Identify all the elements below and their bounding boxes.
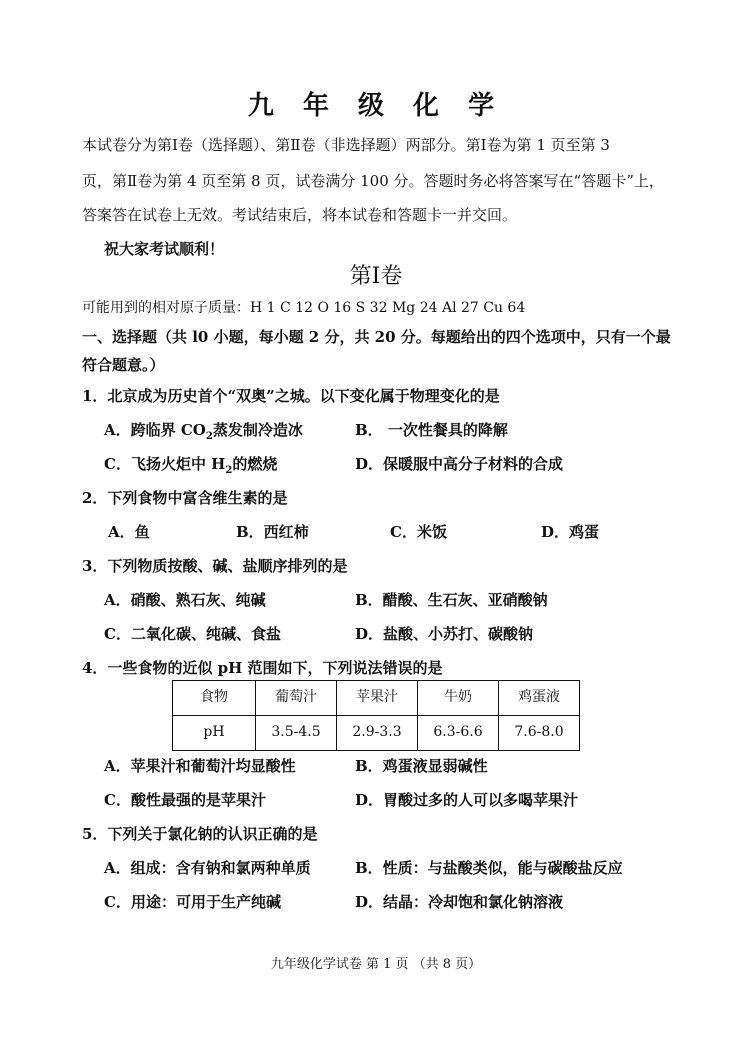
question-2-option-d: D．鸡蛋 <box>541 523 600 541</box>
question-5-option-c: C．用途：可用于生产纯碱 <box>104 893 281 911</box>
table-header-cell: 葡萄汁 <box>256 681 337 716</box>
question-3-option-b: B．醋酸、生石灰、亚硝酸钠 <box>355 591 548 609</box>
section-heading-line-2: 符合题意。） <box>82 356 165 374</box>
table-cell: pH <box>173 716 256 751</box>
good-luck-text: 祝大家考试顺利！ <box>104 240 225 258</box>
question-3-option-a: A．硝酸、熟石灰、纯碱 <box>104 591 266 609</box>
page-footer: 九年级化学试卷 第 1 页 （共 8 页） <box>270 957 482 972</box>
table-header-cell: 牛奶 <box>418 681 499 716</box>
question-1-option-a <box>104 421 303 440</box>
question-4-option-a: A．苹果汁和葡萄汁均显酸性 <box>104 757 296 775</box>
section-heading-line-1: 一、选择题（共 l0 小题，每小题 2 分，共 20 分。每题给出的四个选项中，只有一个最 <box>82 328 671 346</box>
question-1-option-d: D．保暖服中高分子材料的合成 <box>355 455 564 473</box>
question-5-option-d: D．结晶：冷却饱和氯化钠溶液 <box>355 893 564 911</box>
table-header-cell: 食物 <box>173 681 256 716</box>
volume-title: 第Ⅰ卷 <box>349 264 403 289</box>
intro-line-3: 答案答在试卷上无效。考试结束后，将本试卷和答题卡一并交回。 <box>82 206 518 224</box>
question-4-option-b: B．鸡蛋液显弱碱性 <box>355 757 488 775</box>
ph-table <box>172 680 580 751</box>
exam-title: 九 年 级 化 学 <box>247 91 505 121</box>
subscript: 2 <box>205 431 213 442</box>
question-4-stem: 4．一些食物的近似 pH 范围如下，下列说法错误的是 <box>82 659 443 677</box>
intro-line-1: 本试卷分为第Ⅰ卷（选择题）、第Ⅱ卷（非选择题）两部分。第Ⅰ卷为第 1 页至第 3 <box>82 136 610 154</box>
option-a-text-rest: 蒸发制冷造冰 <box>212 421 303 439</box>
table-cell: 6.3-6.6 <box>418 716 499 751</box>
question-2-option-a: A．鱼 <box>108 523 150 541</box>
table-cell: 3.5-4.5 <box>256 716 337 751</box>
table-row <box>173 716 580 751</box>
question-1-option-c <box>104 455 277 474</box>
table-cell: 2.9-3.3 <box>337 716 418 751</box>
table-header-row <box>173 681 580 716</box>
question-1-stem: 1．北京成为历史首个“双奥”之城。以下变化属于物理变化的是 <box>82 387 500 405</box>
question-2-option-c: C．米饭 <box>390 523 447 541</box>
question-4-option-c: C．酸性最强的是苹果汁 <box>104 791 266 809</box>
option-a-text: A．跨临界 CO <box>104 421 206 439</box>
question-5-stem: 5．下列关于氯化钠的认识正确的是 <box>82 825 318 843</box>
question-3-option-c: C．二氧化碳、纯碱、食盐 <box>104 625 281 643</box>
question-4-option-d: D．胃酸过多的人可以多喝苹果汁 <box>355 791 579 809</box>
table-header-cell: 苹果汁 <box>337 681 418 716</box>
question-1-option-b: B． 一次性餐具的降解 <box>355 421 508 439</box>
intro-line-2: 页，第Ⅱ卷为第 4 页至第 8 页，试卷满分 100 分。答题时务必将答案写在“答题卡”上， <box>82 172 664 190</box>
question-3-stem: 3．下列物质按酸、碱、盐顺序排列的是 <box>82 557 348 575</box>
question-3-option-d: D．盐酸、小苏打、碳酸钠 <box>355 625 534 643</box>
question-5-option-a: A．组成：含有钠和氯两种单质 <box>104 859 311 877</box>
option-c-text-rest: 的燃烧 <box>232 455 278 473</box>
table-cell: 7.6-8.0 <box>499 716 580 751</box>
question-2-option-b: B．西红柿 <box>236 523 309 541</box>
table-header-cell: 鸡蛋液 <box>499 681 580 716</box>
question-2-stem: 2．下列食物中富含维生素的是 <box>82 489 288 507</box>
subscript: 2 <box>225 465 233 476</box>
atomic-masses: 可能用到的相对原子质量：H 1 C 12 O 16 S 32 Mg 24 Al 27 Cu 64 <box>82 300 526 316</box>
question-5-option-b: B．性质：与盐酸类似，能与碳酸盐反应 <box>355 859 623 877</box>
option-c-text: C．飞扬火炬中 H <box>104 455 226 473</box>
